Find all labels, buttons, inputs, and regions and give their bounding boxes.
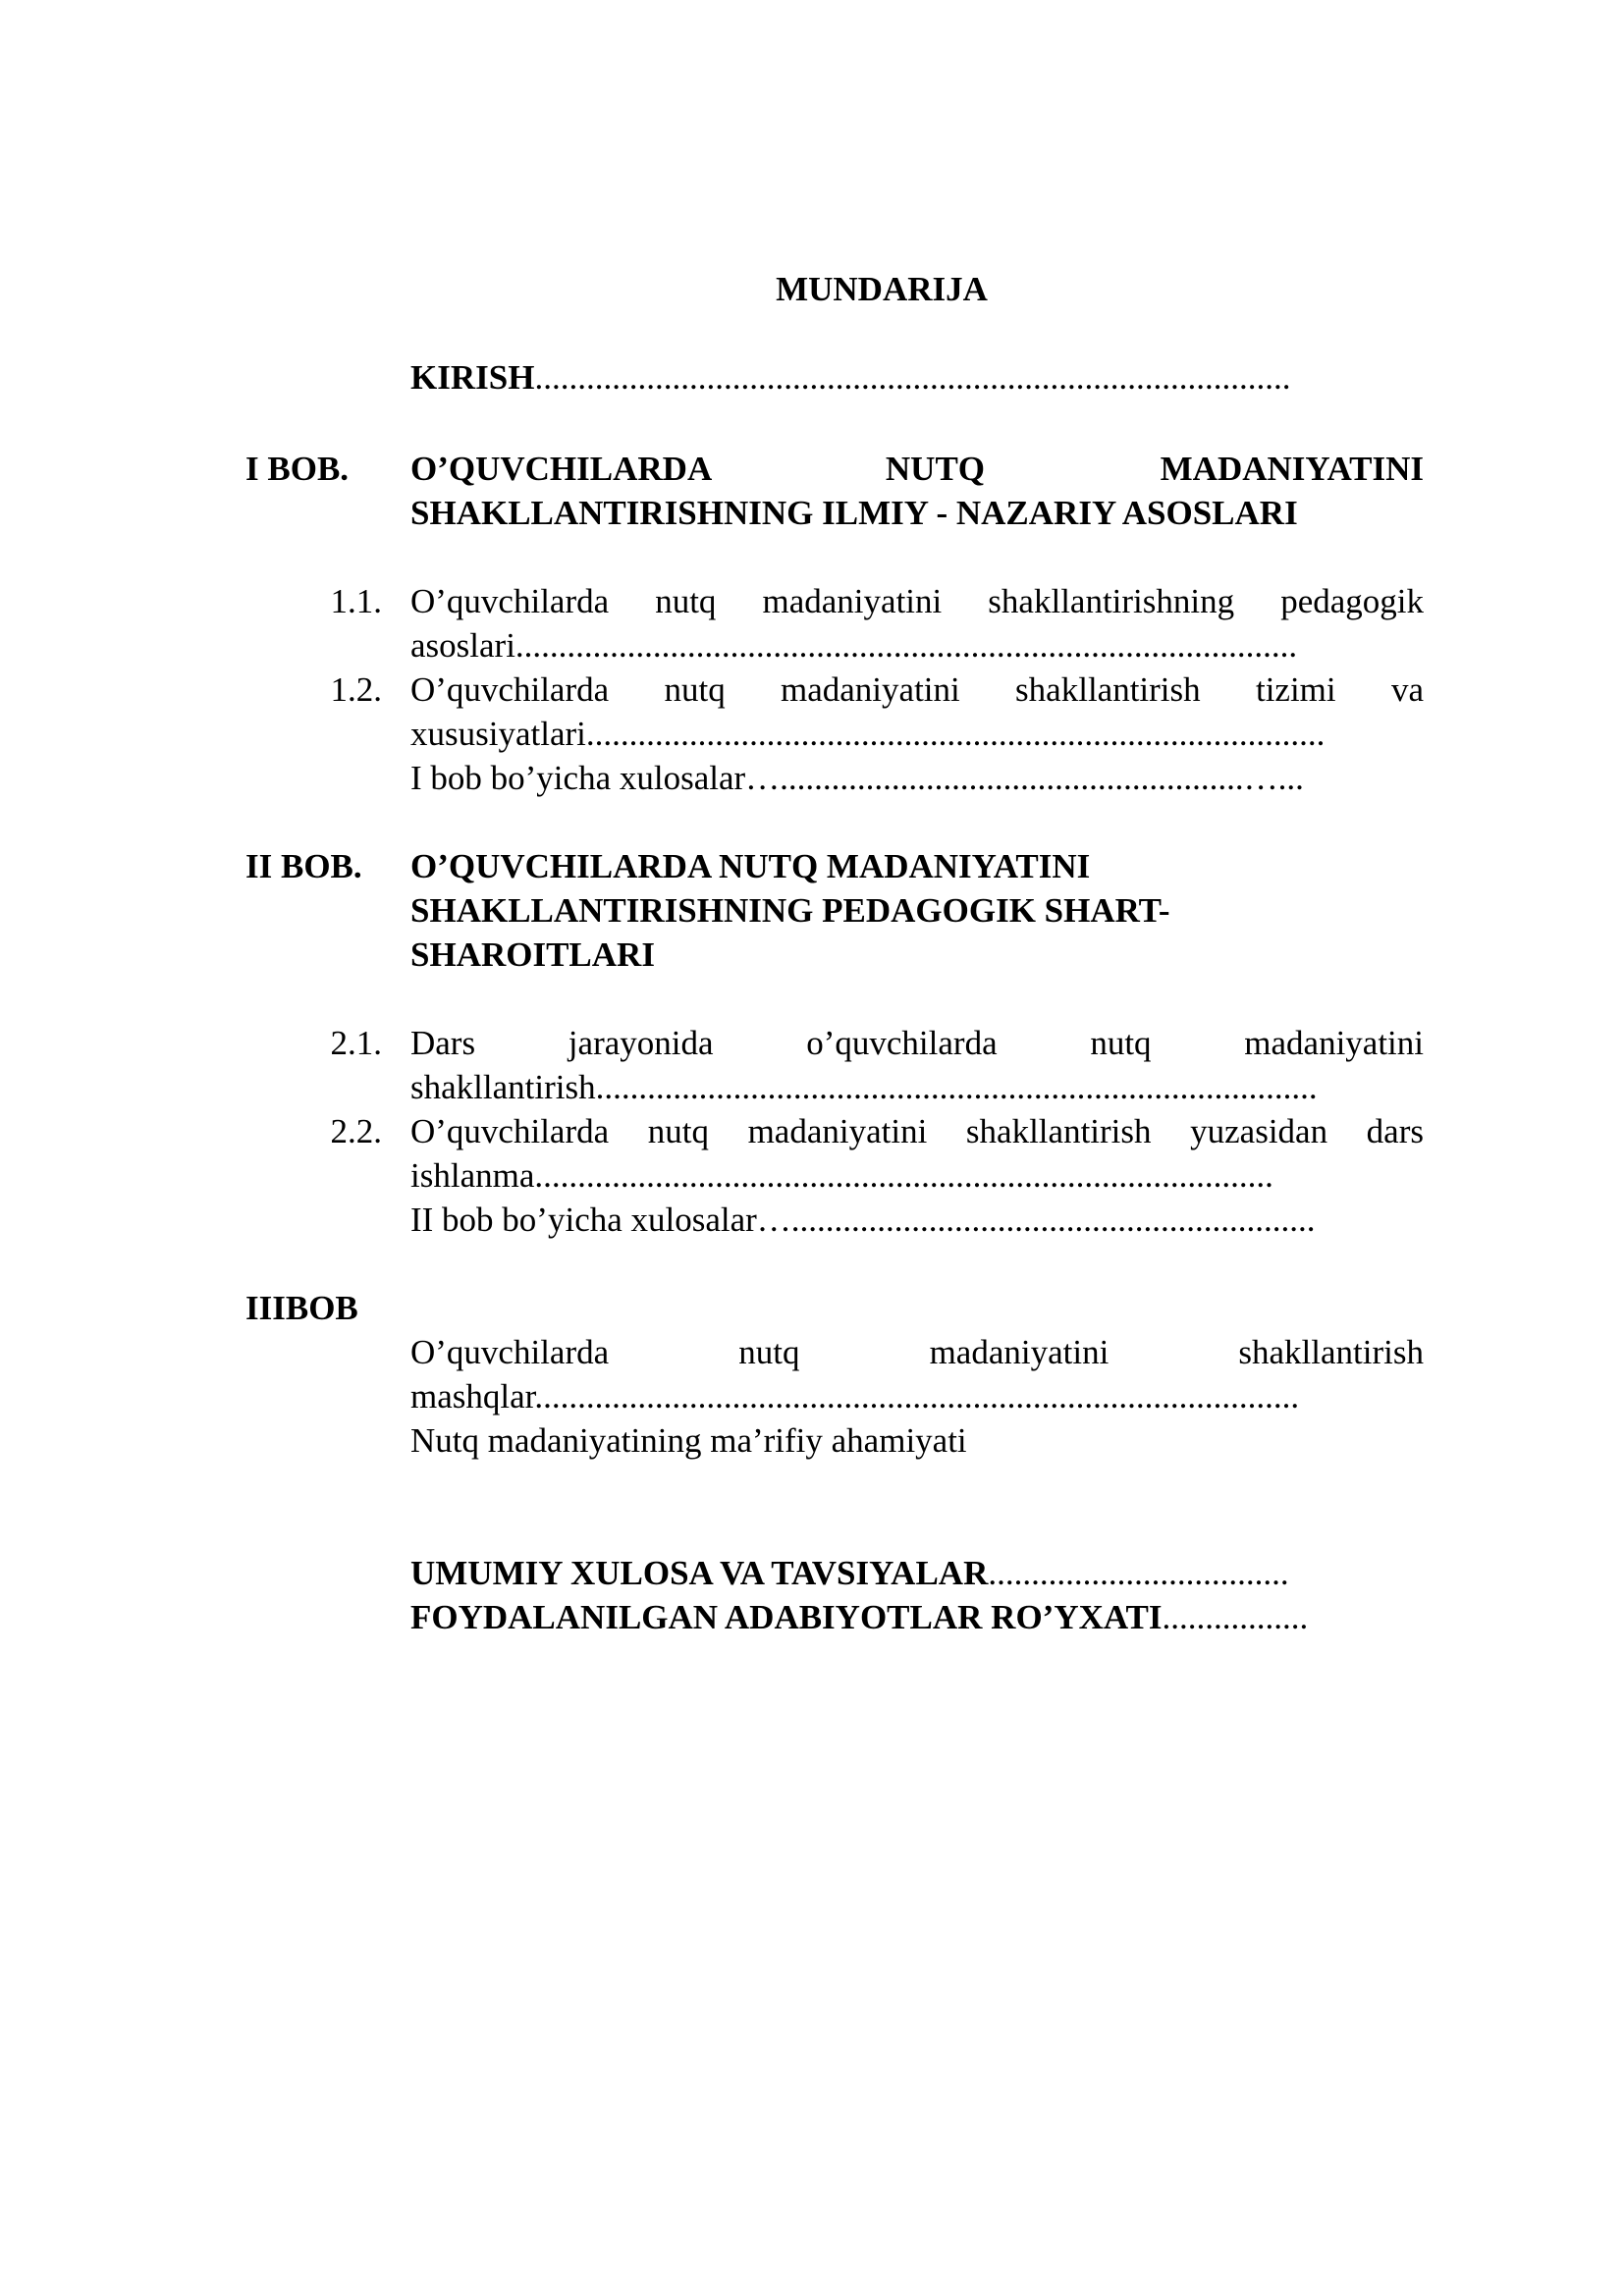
section-1-1-title-line-2: asoslari........................................................................................... [410,626,1298,665]
chapter-3-entry-1-line-2: mashqlar......................................................................................... [410,1377,1300,1415]
chapter-3-entry-1-line-1: O’quvchilarda nutq madaniyatini shakllantirish [410,1333,1424,1371]
introduction-label: KIRISH [410,358,535,397]
references-dots: ................. [1162,1598,1309,1636]
chapter-2-summary-text: II bob bo’yicha xulosalar…............................................................. [410,1201,1316,1239]
introduction-dots: ........................................................................................ [534,358,1291,397]
chapter-3-label: IIIBOB [245,1289,358,1327]
section-2-1-number: 2.1. [330,1024,382,1062]
conclusion-dots: ................................... [988,1554,1289,1592]
references-label: FOYDALANILGAN ADABIYOTLAR RO’YXATI [410,1598,1163,1636]
chapter-2-title-line-1: O’QUVCHILARDA NUTQ MADANIYATINI [410,847,1091,885]
section-2-1-title-line-1: Dars jarayonida o’quvchilarda nutq madaniyatini [410,1024,1424,1062]
chapter-2-title-line-3: SHAROITLARI [410,935,655,974]
chapter-1-label: I BOB. [245,450,350,488]
chapter-1-summary-text: I bob bo’yicha xulosalar…......................................................…... [410,759,1304,797]
chapter-1-title-line-1: O’QUVCHILARDA NUTQ MADANIYATINI [410,450,1424,488]
section-1-1-number: 1.1. [330,582,382,620]
section-1-1-title-line-1: O’quvchilarda nutq madaniyatini shakllantirishning pedagogik [410,582,1424,620]
chapter-2-label: II BOB. [245,847,362,885]
chapter-3-entry-2: Nutq madaniyatining ma’rifiy ahamiyati [410,1421,967,1460]
section-2-2-title-line-1: O’quvchilarda nutq madaniyatini shakllantirish yuzasidan dars [410,1112,1424,1150]
section-2-2-title-line-2: ishlanma...................................................................................... [410,1156,1273,1195]
section-2-1-title-line-2: shakllantirish.................................................................................... [410,1068,1318,1106]
chapter-1-title-line-2: SHAKLLANTIRISHNING ILMIY - NAZARIY ASOSLARI [410,494,1298,532]
section-2-2-number: 2.2. [330,1112,382,1150]
section-1-2-title-line-2: xususiyatlari...................................................................................... [410,715,1326,753]
section-1-2-number: 1.2. [330,670,382,709]
page-title: MUNDARIJA [776,270,988,308]
section-1-2-title-line-1: O’quvchilarda nutq madaniyatini shakllantirish tizimi va [410,670,1424,709]
conclusion-label: UMUMIY XULOSA VA TAVSIYALAR [410,1554,989,1592]
chapter-2-title-line-2: SHAKLLANTIRISHNING PEDAGOGIK SHART- [410,891,1170,930]
